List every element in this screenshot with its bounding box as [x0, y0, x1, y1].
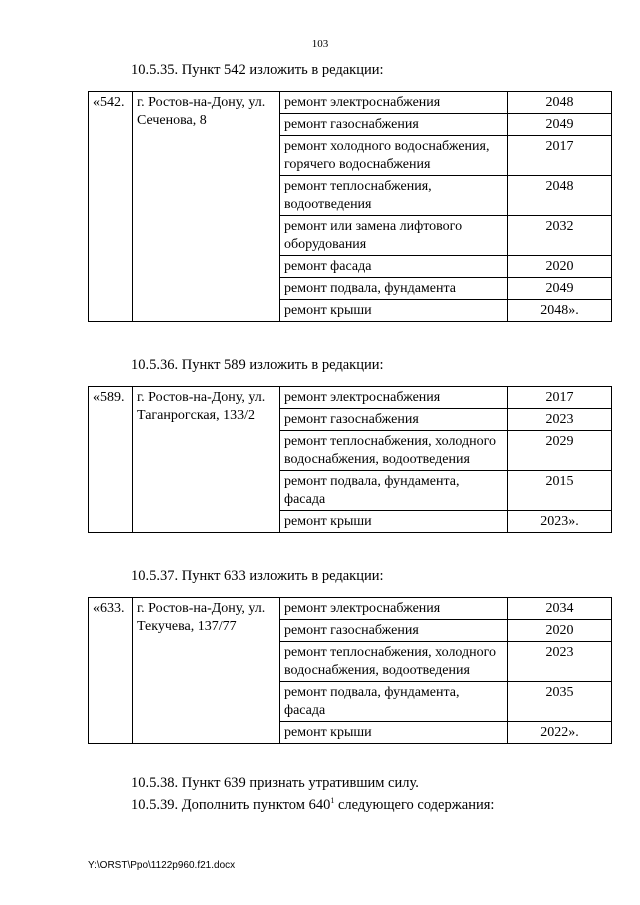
footer-file-path: Y:\ORST\Ppo\1122p960.f21.docx	[88, 860, 236, 871]
work-type: ремонт или замена лифтового оборудования	[280, 216, 508, 256]
table-row	[89, 387, 612, 409]
work-type: ремонт газоснабжения	[280, 114, 508, 136]
work-type: ремонт теплоснабжения, водоотведения	[280, 176, 508, 216]
superscript-index: 1	[330, 796, 335, 805]
table-item-589	[88, 386, 612, 533]
work-type: ремонт холодного водоснабжения, горячего водоснабжения	[280, 136, 508, 176]
work-type: ремонт подвала, фундамента, фасада	[280, 471, 508, 511]
item-number: «633.	[89, 598, 133, 744]
work-year: 2029	[508, 431, 612, 471]
work-year: 2048	[508, 92, 612, 114]
table-item-633	[88, 597, 612, 744]
work-type: ремонт газоснабжения	[280, 620, 508, 642]
paragraph-10-5-36: 10.5.36. Пункт 589 изложить в редакции:	[131, 357, 384, 373]
work-year: 2020	[508, 256, 612, 278]
work-year: 2048	[508, 176, 612, 216]
work-year: 2017	[508, 136, 612, 176]
paragraph-10-5-38: 10.5.38. Пункт 639 признать утратившим силу.	[131, 775, 419, 791]
paragraph-10-5-39-text: 10.5.39. Дополнить пунктом 640	[131, 797, 331, 813]
table-item-542	[88, 91, 612, 322]
table-row	[89, 598, 612, 620]
work-type: ремонт крыши	[280, 722, 508, 744]
paragraph-10-5-35: 10.5.35. Пункт 542 изложить в редакции:	[131, 62, 384, 78]
work-year: 2023	[508, 642, 612, 682]
work-year: 2015	[508, 471, 612, 511]
item-number: «589.	[89, 387, 133, 533]
work-type: ремонт электроснабжения	[280, 387, 508, 409]
item-address: г. Ростов-на-Дону, ул. Таганрогская, 133/2	[133, 387, 280, 533]
work-type: ремонт электроснабжения	[280, 598, 508, 620]
work-year: 2020	[508, 620, 612, 642]
work-type: ремонт фасада	[280, 256, 508, 278]
work-year: 2035	[508, 682, 612, 722]
work-type: ремонт теплоснабжения, холодного водоснабжения, водоотведения	[280, 642, 508, 682]
item-number: «542.	[89, 92, 133, 322]
paragraph-10-5-39-tail: следующего содержания:	[334, 797, 495, 813]
page-number: 103	[311, 38, 329, 50]
work-type: ремонт крыши	[280, 300, 508, 322]
work-year: 2022».	[508, 722, 612, 744]
work-year: 2049	[508, 114, 612, 136]
work-year: 2032	[508, 216, 612, 256]
work-year: 2048».	[508, 300, 612, 322]
work-type: ремонт подвала, фундамента	[280, 278, 508, 300]
work-year: 2034	[508, 598, 612, 620]
work-year: 2023».	[508, 511, 612, 533]
work-type: ремонт теплоснабжения, холодного водоснабжения, водоотведения	[280, 431, 508, 471]
work-type: ремонт электроснабжения	[280, 92, 508, 114]
work-type: ремонт газоснабжения	[280, 409, 508, 431]
item-address: г. Ростов-на-Дону, ул. Сеченова, 8	[133, 92, 280, 322]
item-address: г. Ростов-на-Дону, ул. Текучева, 137/77	[133, 598, 280, 744]
work-year: 2049	[508, 278, 612, 300]
work-type: ремонт подвала, фундамента, фасада	[280, 682, 508, 722]
paragraph-10-5-39	[131, 796, 494, 814]
work-type: ремонт крыши	[280, 511, 508, 533]
work-year: 2023	[508, 409, 612, 431]
paragraph-10-5-37: 10.5.37. Пункт 633 изложить в редакции:	[131, 568, 384, 584]
table-row	[89, 92, 612, 114]
work-year: 2017	[508, 387, 612, 409]
